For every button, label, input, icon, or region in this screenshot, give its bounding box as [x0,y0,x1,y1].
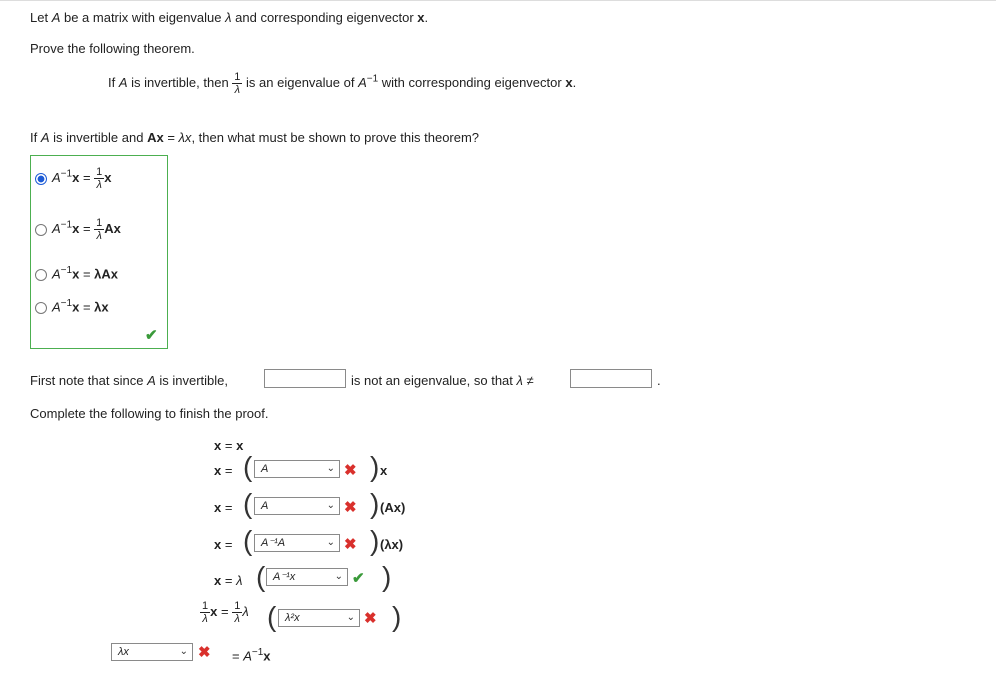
complete-instruction: Complete the following to finish the proof. [30,406,269,421]
proof-select-6[interactable]: λx ⌄ [111,643,193,661]
proof-select-1[interactable]: A ⌄ [254,460,340,478]
proof-select-5[interactable]: λ²x ⌄ [278,609,360,627]
right-paren: ) [370,451,380,482]
right-paren: ) [382,561,392,592]
answer-input-1[interactable] [264,369,346,388]
wrong-x-icon: ✖ [344,499,357,516]
option-1[interactable]: $A^{-1}x$ = $\frac{1}{\lambda}$ x [35,166,112,191]
proof-row-1-lhs: x = [214,463,233,478]
right-paren: ) [392,601,402,632]
proof-row-0: x = x [214,438,244,453]
intro-line-1: Let A be a matrix with eigenvalue λ and corresponding eigenvector x. [30,10,429,25]
proof-select-4[interactable]: A⁻¹x ⌄ [266,568,348,586]
wrong-x-icon: ✖ [344,462,357,479]
wrong-x-icon: ✖ [198,644,211,661]
left-paren: ( [243,525,253,556]
proof-row-5-lhs: $\frac{1}{\lambda}$ x = $\frac{1}{\lambda}$ λ [202,600,249,625]
radio-icon[interactable] [35,224,47,236]
proof-select-3[interactable]: A⁻¹A ⌄ [254,534,340,552]
correct-check-icon: ✔ [145,327,158,344]
left-paren: ( [267,601,277,632]
left-paren: ( [243,451,253,482]
right-paren: ) [370,488,380,519]
proof-row-2-lhs: x = [214,500,233,515]
question-text: If A is invertible and Ax = λx, then what must be shown to prove this theorem? [30,130,480,145]
answer-input-2[interactable] [570,369,652,388]
note-line: First note that since A is invertible, [30,373,228,388]
proof-row-2-tail: (Ax) [380,500,406,515]
proof-row-6-rhs: = $A^{-1}x$ [232,647,271,664]
proof-row-1-tail: x [380,463,388,478]
intro-line-2: Prove the following theorem. [30,41,195,56]
radio-selected-icon[interactable] [35,173,47,185]
option-4[interactable]: $A^{-1}x = \lambda x$ [35,298,109,314]
proof-row-3-lhs: x = [214,537,233,552]
right-paren: ) [370,525,380,556]
proof-row-4-lhs: x = λ [214,573,243,588]
option-3[interactable]: $A^{-1}x = \lambda Ax$ [35,265,118,281]
theorem-statement: If A is invertible, then $\frac{1}{\lambda}$ is an eigenvalue of $A^{-1}$ with corresponding eigenvector x. [108,71,577,96]
wrong-x-icon: ✖ [344,536,357,553]
proof-row-3-tail: (λx) [380,537,404,552]
proof-select-2[interactable]: A ⌄ [254,497,340,515]
note-end: . [657,373,661,388]
theorem-fraction: $\frac{1}{\lambda}$ [234,71,241,96]
left-paren: ( [256,561,266,592]
option-2[interactable]: $A^{-1}x$ = $\frac{1}{\lambda}$ Ax [35,217,121,242]
top-divider [0,0,996,1]
left-paren: ( [243,488,253,519]
radio-icon[interactable] [35,269,47,281]
correct-check-icon: ✔ [352,570,365,587]
note-line-2: is not an eigenvalue, so that λ ≠ [351,373,534,388]
wrong-x-icon: ✖ [364,610,377,627]
radio-icon[interactable] [35,302,47,314]
